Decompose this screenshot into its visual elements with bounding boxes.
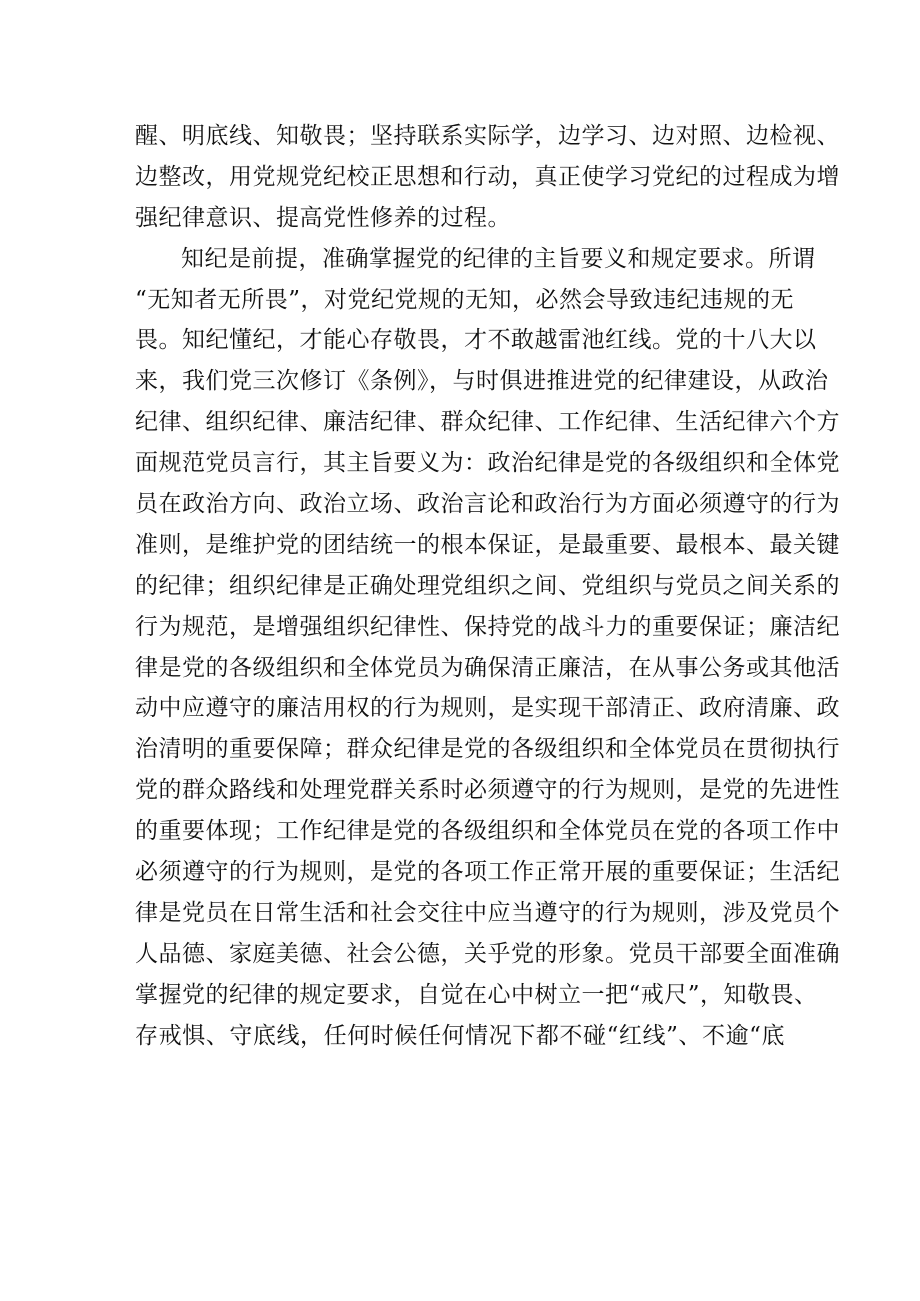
text-line: 行为规范，是增强组织纪律性、保持党的战斗力的重要保证；廉洁纪 [135, 613, 840, 640]
text-line: 准则，是维护党的团结统一的根本保证，是最重要、最根本、最关键 [135, 531, 840, 558]
text-line: 掌握党的纪律的规定要求，自觉在心中树立一把“戒尺”，知敬畏、 [135, 981, 818, 1008]
text-line: 必须遵守的行为规则，是党的各项工作正常开展的重要保证；生活纪 [135, 859, 840, 886]
text-line: 的重要体现；工作纪律是党的各级组织和全体党员在党的各项工作中 [135, 818, 840, 845]
text-line: 人品德、家庭美德、社会公德，关乎党的形象。党员干部要全面准确 [135, 940, 840, 967]
text-line: 畏。知纪懂纪，才能心存敬畏，才不敢越雷池红线。党的十八大以 [135, 327, 817, 354]
text-line: 员在政治方向、政治立场、政治言论和政治行为方面必须遵守的行为 [135, 491, 840, 518]
text-line: 纪律、组织纪律、廉洁纪律、群众纪律、工作纪律、生活纪律六个方 [135, 409, 840, 436]
text-line: 来，我们党三次修订《条例》，与时俱进推进党的纪律建设，从政治 [135, 368, 829, 395]
text-line: 醒、明底线、知敬畏；坚持联系实际学，边学习、边对照、边检视、 [135, 123, 840, 149]
text-line: 边整改，用党规党纪校正思想和行动，真正使学习党纪的过程成为增 [135, 163, 840, 190]
paragraph-first-line: 知纪是前提，准确掌握党的纪律的主旨要义和规定要求。所谓 [181, 245, 816, 272]
text-line: 律是党员在日常生活和社会交往中应当遵守的行为规则，涉及党员个 [135, 899, 840, 926]
text-line: 治清明的重要保障；群众纪律是党的各级组织和全体党员在贯彻执行 [135, 736, 840, 763]
text-line: 动中应遵守的廉洁用权的行为规则，是实现干部清正、政府清廉、政 [135, 695, 840, 722]
text-line: 的纪律；组织纪律是正确处理党组织之间、党组织与党员之间关系的 [135, 572, 840, 599]
text-line: 存戒惧、守底线，任何时候任何情况下都不碰“红线”、不逾“底 [135, 1022, 785, 1049]
text-line: 面规范党员言行，其主旨要义为：政治纪律是党的各级组织和全体党 [135, 450, 840, 477]
text-line: 党的群众路线和处理党群关系时必须遵守的行为规则，是党的先进性 [135, 777, 840, 804]
text-line: 律是党的各级组织和全体党员为确保清正廉洁，在从事公务或其他活 [135, 654, 840, 681]
body-text [135, 116, 840, 1056]
text-line: 强纪律意识、提高党性修养的过程。 [135, 204, 511, 231]
text-line: “无知者无所畏”，对党纪党规的无知，必然会导致违纪违规的无 [135, 286, 795, 313]
